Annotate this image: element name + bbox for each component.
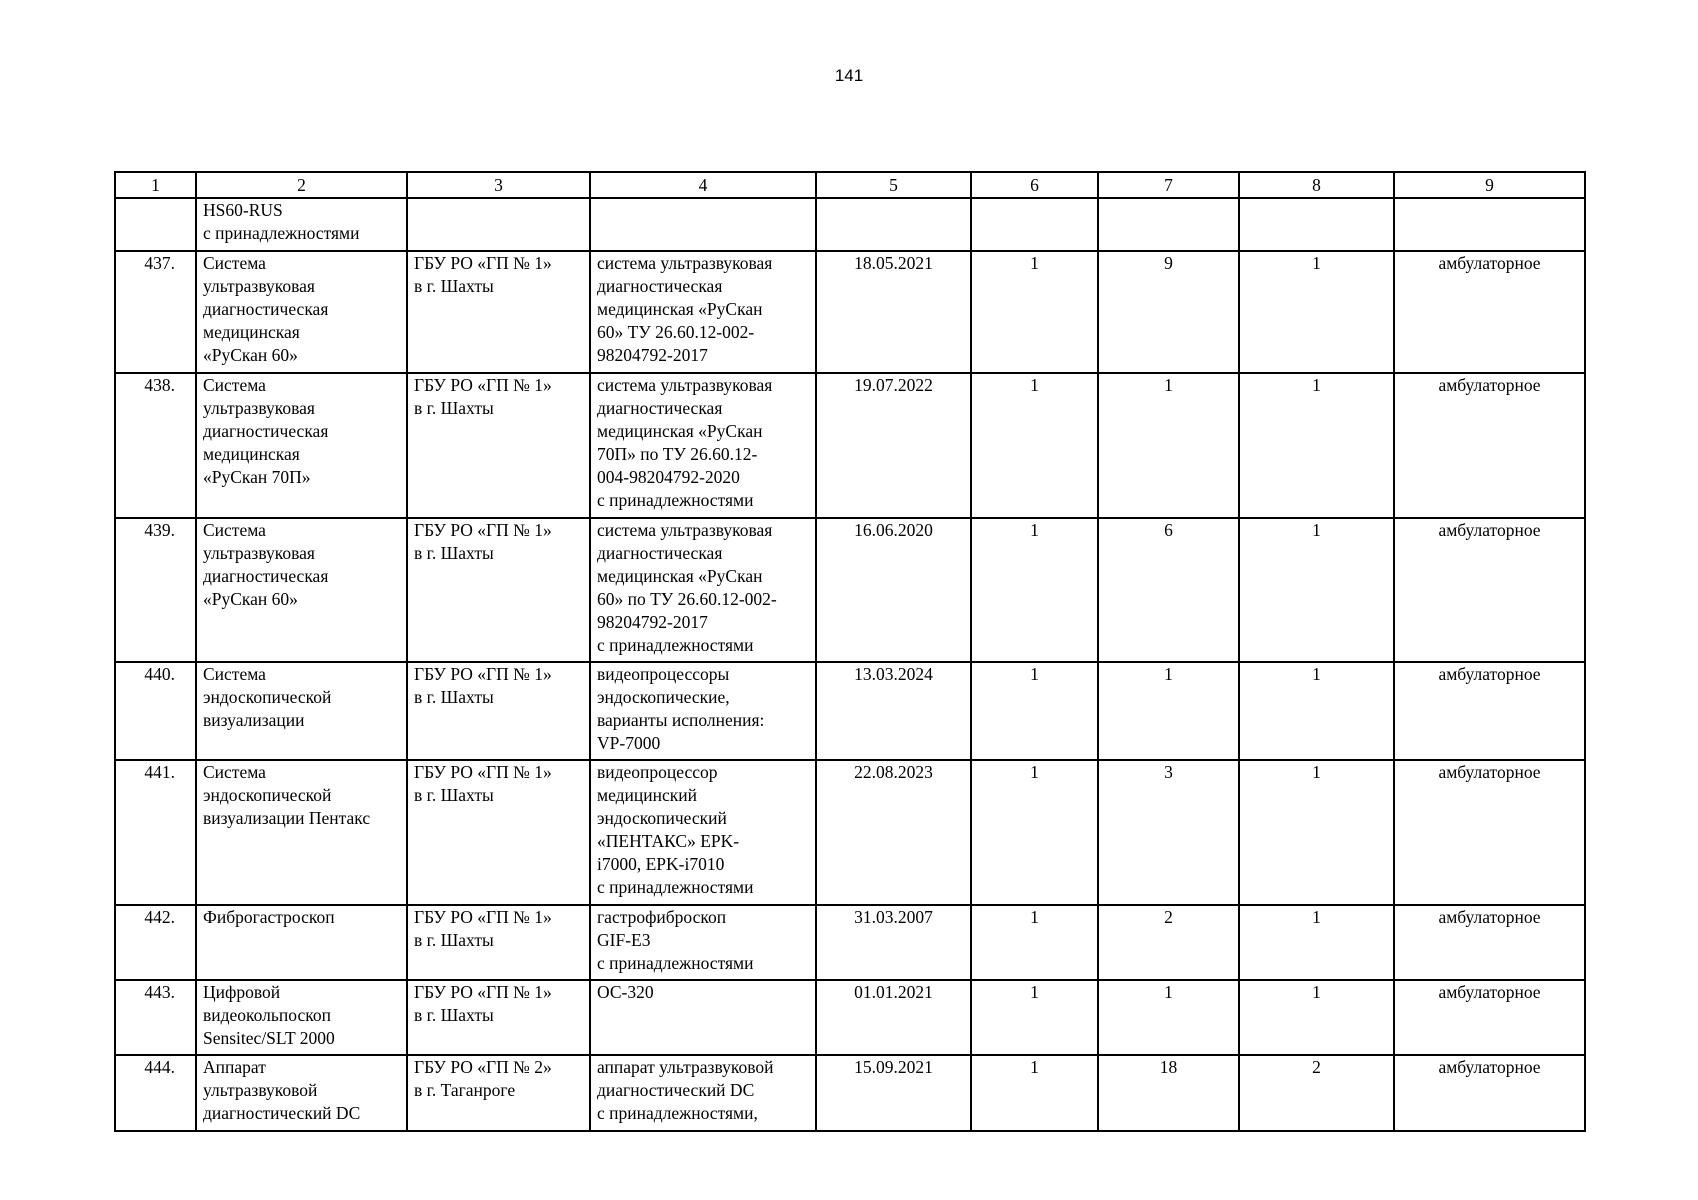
date: 22.08.2023	[816, 760, 971, 905]
description: видеопроцессоры эндоскопические, варианты исполнения: VP-7000	[590, 662, 816, 760]
organization: ГБУ РО «ГП № 1» в г. Шахты	[407, 518, 590, 662]
column-8-value: 1	[1239, 760, 1394, 905]
care-type: амбулаторное	[1394, 373, 1585, 518]
column-7-value: 3	[1098, 760, 1239, 905]
column-8-value: 1	[1239, 251, 1394, 373]
care-type: амбулаторное	[1394, 251, 1585, 373]
date: 31.03.2007	[816, 905, 971, 980]
care-type: амбулаторное	[1394, 1055, 1585, 1131]
column-7-value: 2	[1098, 905, 1239, 980]
care-type: амбулаторное	[1394, 980, 1585, 1055]
column-header: 7	[1098, 172, 1239, 198]
column-6-value: 1	[971, 1055, 1098, 1131]
description: система ультразвуковая диагностическая медицинская «РуСкан 60» ТУ 26.60.12-002- 98204792-2017	[590, 251, 816, 373]
column-6-value: 1	[971, 905, 1098, 980]
organization: ГБУ РО «ГП № 1» в г. Шахты	[407, 373, 590, 518]
organization: ГБУ РО «ГП № 1» в г. Шахты	[407, 980, 590, 1055]
table-row	[115, 662, 1585, 760]
equipment-name: Система ультразвуковая диагностическая медицинская «РуСкан 60»	[196, 251, 407, 373]
row-number: 437.	[115, 251, 196, 373]
equipment-name: Система эндоскопической визуализации	[196, 662, 407, 760]
column-6-value: 1	[971, 251, 1098, 373]
description: ОС-320	[590, 980, 816, 1055]
table-row	[115, 1055, 1585, 1131]
date: 15.09.2021	[816, 1055, 971, 1131]
column-header: 2	[196, 172, 407, 198]
page-number: 141	[834, 66, 864, 85]
equipment-table	[114, 171, 1586, 1132]
table-row	[115, 251, 1585, 373]
row-number: 441.	[115, 760, 196, 905]
row-number: 444.	[115, 1055, 196, 1131]
column-7-value: 18	[1098, 1055, 1239, 1131]
column-7-value: 6	[1098, 518, 1239, 662]
equipment-name: Фиброгастроскоп	[196, 905, 407, 980]
date: 18.05.2021	[816, 251, 971, 373]
care-type: амбулаторное	[1394, 662, 1585, 760]
date: 16.06.2020	[816, 518, 971, 662]
row-number: 438.	[115, 373, 196, 518]
equipment-name: Цифровой видеокольпоскоп Sensitec/SLT 2000	[196, 980, 407, 1055]
column-8-value: 1	[1239, 518, 1394, 662]
table-row	[115, 760, 1585, 905]
equipment-name: Система ультразвуковая диагностическая «РуСкан 60»	[196, 518, 407, 662]
organization: ГБУ РО «ГП № 1» в г. Шахты	[407, 251, 590, 373]
column-header: 6	[971, 172, 1098, 198]
column-6-value: 1	[971, 373, 1098, 518]
column-header: 3	[407, 172, 590, 198]
table-row	[115, 905, 1585, 980]
column-7-value: 1	[1098, 980, 1239, 1055]
date: 01.01.2021	[816, 980, 971, 1055]
column-6-value: 1	[971, 760, 1098, 905]
column-header: 8	[1239, 172, 1394, 198]
column-7-value: 9	[1098, 251, 1239, 373]
table-row	[115, 518, 1585, 662]
table-row	[115, 980, 1585, 1055]
column-8-value: 1	[1239, 980, 1394, 1055]
care-type: амбулаторное	[1394, 518, 1585, 662]
header-row	[115, 172, 1585, 198]
row-number: 443.	[115, 980, 196, 1055]
organization: ГБУ РО «ГП № 2» в г. Таганроге	[407, 1055, 590, 1131]
table-row	[115, 373, 1585, 518]
column-6-value: 1	[971, 662, 1098, 760]
description: аппарат ультразвуковой диагностический DC с принадлежностями,	[590, 1055, 816, 1131]
date: 19.07.2022	[816, 373, 971, 518]
equipment-name: Аппарат ультразвуковой диагностический DC	[196, 1055, 407, 1131]
organization: ГБУ РО «ГП № 1» в г. Шахты	[407, 662, 590, 760]
row-number: 442.	[115, 905, 196, 980]
column-6-value: 1	[971, 518, 1098, 662]
care-type: амбулаторное	[1394, 760, 1585, 905]
column-8-value: 2	[1239, 1055, 1394, 1131]
row-number: 440.	[115, 662, 196, 760]
column-header: 9	[1394, 172, 1585, 198]
table-row-continuation	[115, 198, 1585, 251]
description: система ультразвуковая диагностическая медицинская «РуСкан 60» по ТУ 26.60.12-002- 98204792-2017 с принадлежностями	[590, 518, 816, 662]
column-8-value: 1	[1239, 905, 1394, 980]
column-header: 5	[816, 172, 971, 198]
column-6-value: 1	[971, 980, 1098, 1055]
column-header: 4	[590, 172, 816, 198]
equipment-name: Система эндоскопической визуализации Пентакс	[196, 760, 407, 905]
organization: ГБУ РО «ГП № 1» в г. Шахты	[407, 905, 590, 980]
column-header: 1	[115, 172, 196, 198]
description: система ультразвуковая диагностическая медицинская «РуСкан 70П» по ТУ 26.60.12- 004-98204792-2020 с принадлежностями	[590, 373, 816, 518]
column-8-value: 1	[1239, 373, 1394, 518]
column-7-value: 1	[1098, 662, 1239, 760]
organization: ГБУ РО «ГП № 1» в г. Шахты	[407, 760, 590, 905]
row-number: 439.	[115, 518, 196, 662]
date: 13.03.2024	[816, 662, 971, 760]
description: гастрофиброскоп GIF-E3 с принадлежностями	[590, 905, 816, 980]
column-8-value: 1	[1239, 662, 1394, 760]
equipment-name: Система ультразвуковая диагностическая медицинская «РуСкан 70П»	[196, 373, 407, 518]
description: видеопроцессор медицинский эндоскопический «ПЕНТАКС» EPK- i7000, EPK-i7010 с принадлежностями	[590, 760, 816, 905]
care-type: амбулаторное	[1394, 905, 1585, 980]
equipment-name: HS60-RUS с принадлежностями	[196, 198, 407, 251]
column-7-value: 1	[1098, 373, 1239, 518]
